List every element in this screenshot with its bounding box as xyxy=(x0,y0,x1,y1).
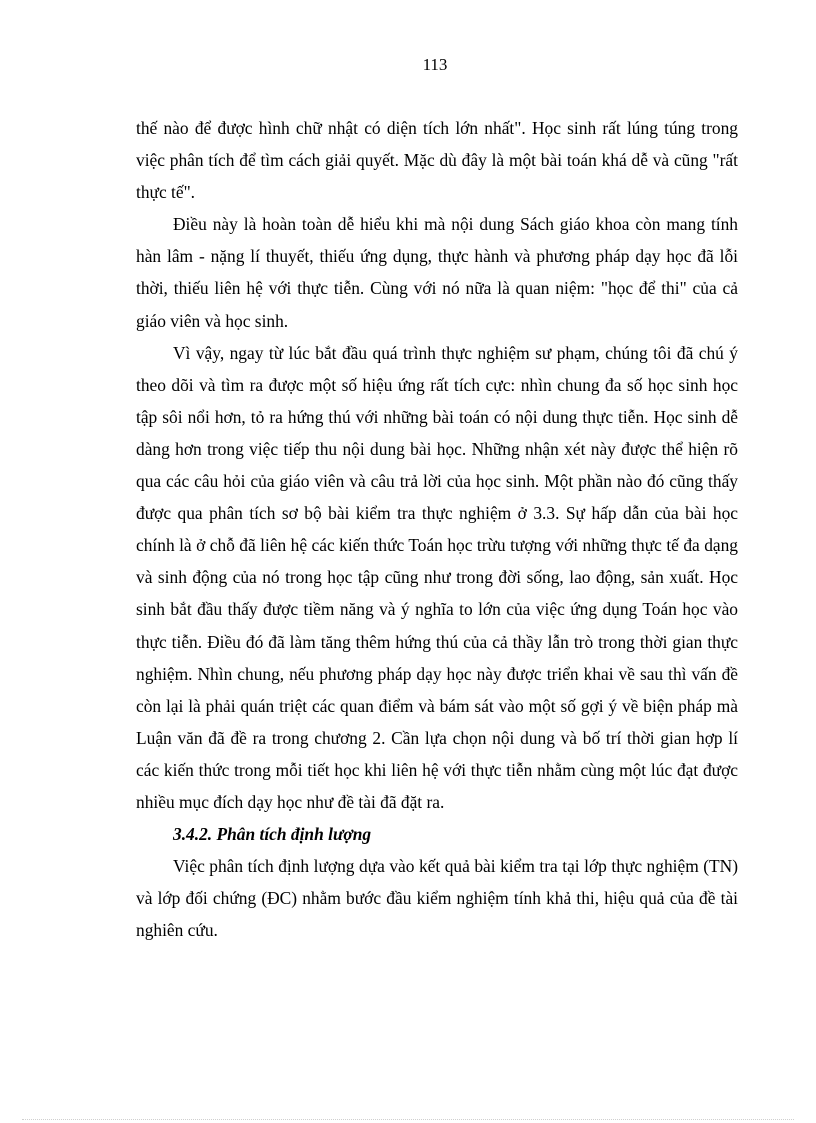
paragraph-continuation: thế nào để được hình chữ nhật có diện tích lớn nhất". Học sinh rất lúng túng trong việc phân tích để tìm cách giải quyết. Mặc dù đây là một bài toán khá dễ và cũng "rất thực tế". xyxy=(136,118,738,203)
page-bottom-divider xyxy=(22,1119,794,1120)
paragraph-experiment-observations: Vì vậy, ngay từ lúc bắt đầu quá trình thực nghiệm sư phạm, chúng tôi đã chú ý theo dõi và tìm ra được một số hiệu ứng rất tích cực: nhìn chung đa số học sinh học tập sôi nổi hơn, tỏ ra hứng thú với những bài toán có nội dung thực tiễn. Học sinh dễ dàng hơn trong việc tiếp thu nội dung bài học. Những nhận xét này được thể hiện rõ qua các câu hỏi của giáo viên và câu trả lời của học sinh. Một phần nào đó cũng thấy được qua phân tích sơ bộ bài kiểm tra thực nghiệm ở 3.3. Sự hấp dẫn của bài học chính là ở chỗ đã liên hệ các kiến thức Toán học trừu tượng với những thực tế đa dạng và sinh động của nó trong học tập cũng như trong đời sống, lao động, sản xuất. Học sinh bắt đầu thấy được tiềm năng và ý nghĩa to lớn của việc ứng dụng Toán học vào thực tiễn. Điều đó đã làm tăng thêm hứng thú của cả thầy lẫn trò trong thời gian thực nghiệm. Nhìn chung, nếu phương pháp dạy học này được triển khai về sau thì vấn đề còn lại là phải quán triệt các quan điểm và bám sát vào một số gợi ý về biện pháp mà Luận văn đã đề ra trong chương 2. Cần lựa chọn nội dung và bố trí thời gian hợp lí các kiến thức trong mỗi tiết học khi liên hệ với thực tiễn nhằm cùng một lúc đạt được nhiều mục đích dạy học như đề tài đã đặt ra. xyxy=(136,342,738,812)
document-body xyxy=(136,112,738,946)
paragraph-quantitative-analysis: Việc phân tích định lượng dựa vào kết quả bài kiểm tra tại lớp thực nghiệm (TN) và lớp đối chứng (ĐC) nhằm bước đầu kiểm nghiệm tính khả thi, hiệu quả của đề tài nghiên cứu. xyxy=(136,856,738,941)
section-heading: 3.4.2. Phân tích định lượng xyxy=(173,824,372,845)
paragraph-textbook-critique: Điều này là hoàn toàn dễ hiểu khi mà nội dung Sách giáo khoa còn mang tính hàn lâm - nặng lí thuyết, thiếu ứng dụng, thực hành và phương pháp dạy học đã lỗi thời, thiếu liên hệ với thực tiễn. Cùng với nó nữa là quan niệm: "học để thi" của cả giáo viên và học sinh. xyxy=(136,214,738,331)
page-number: 113 xyxy=(422,55,448,74)
